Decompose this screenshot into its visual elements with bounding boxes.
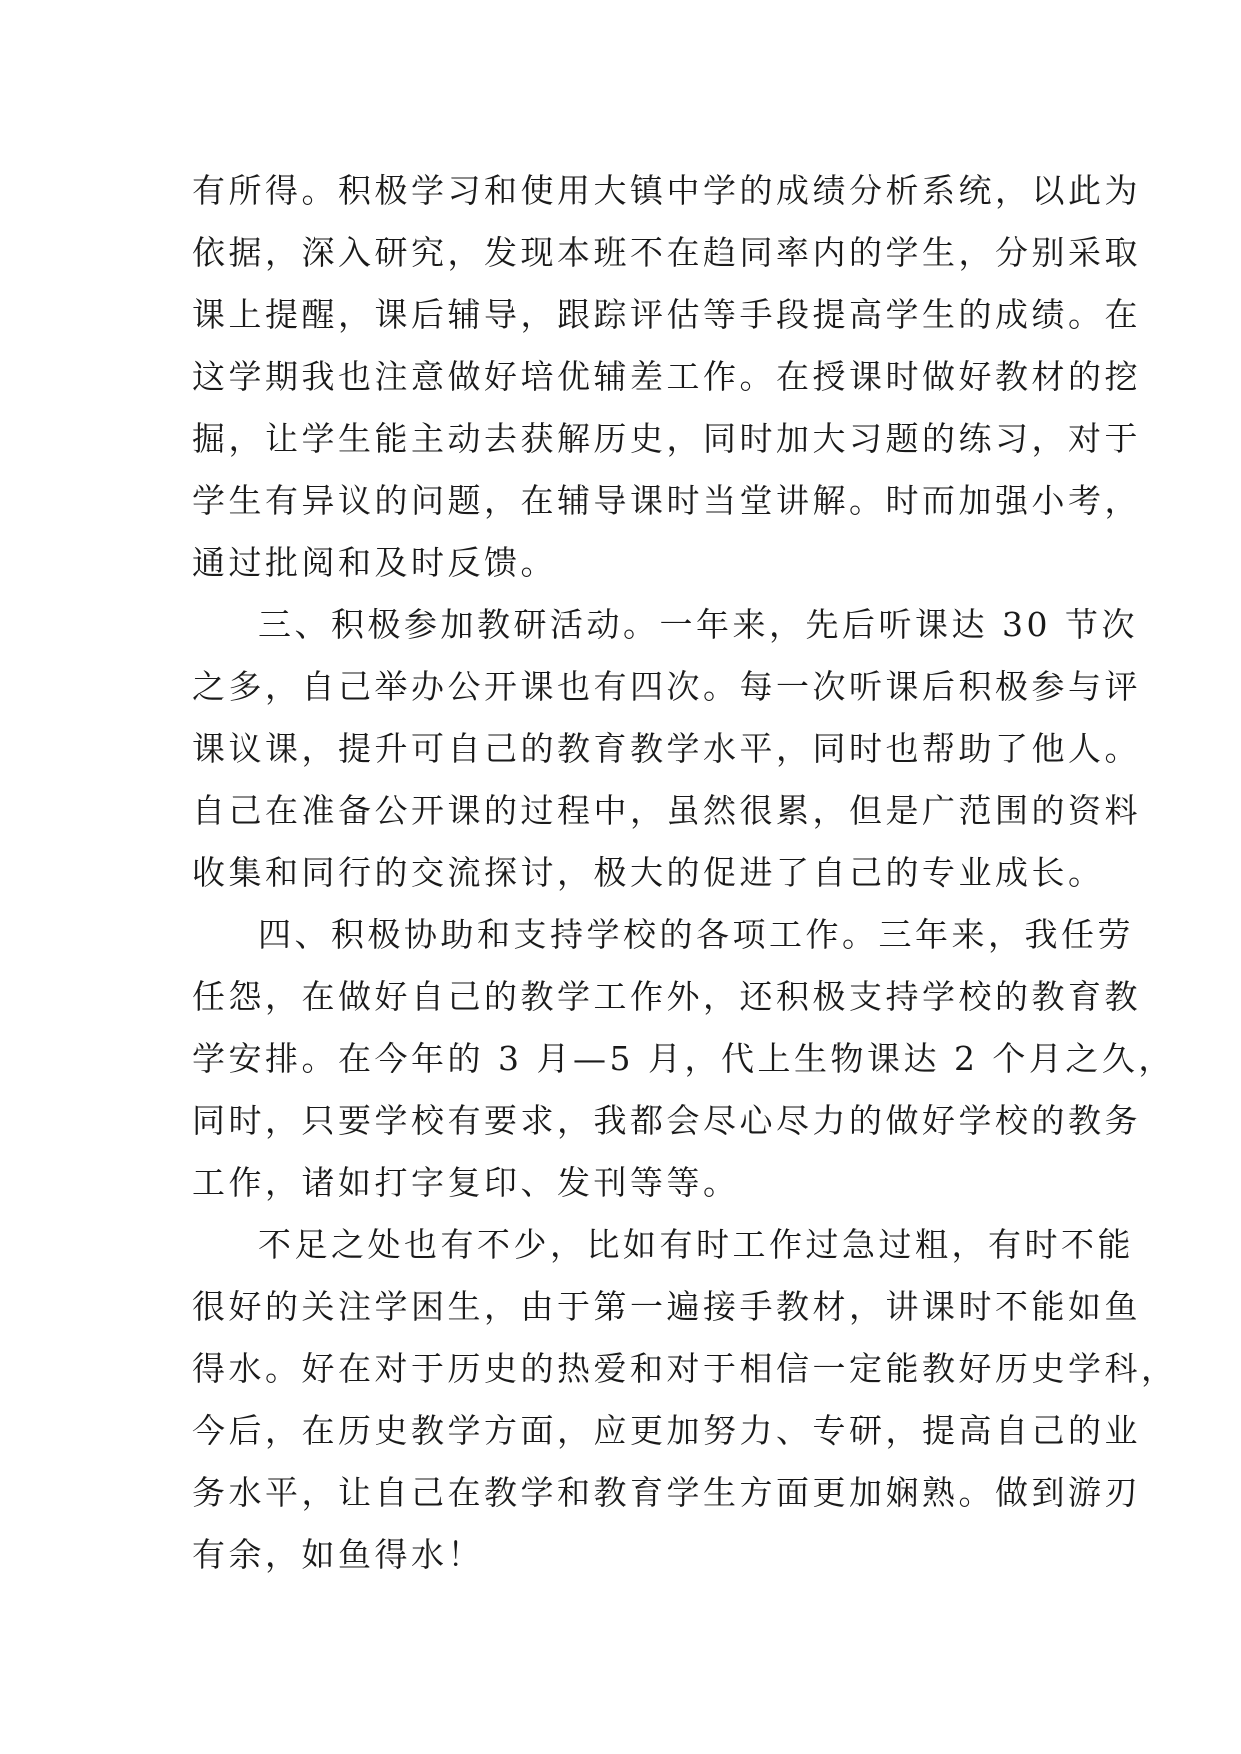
text-line: 这学期我也注意做好培优辅差工作。在授课时做好教材的挖: [192, 357, 1141, 396]
text-line: 之多，自己举办公开课也有四次。每一次听课后积极参与评: [192, 667, 1141, 706]
document-body: [192, 160, 1178, 1586]
text-line: 学安排。在今年的 3 月—5 月，代上生物课达 2 个月之久，: [192, 1039, 1175, 1078]
paragraph-first-line: 四、积极协助和支持学校的各项工作。三年来，我任劳: [258, 915, 1134, 954]
paragraph-first-line: 三、积极参加教研活动。一年来，先后听课达 30 节次: [258, 605, 1138, 644]
text-line: 很好的关注学困生，由于第一遍接手教材，讲课时不能如鱼: [192, 1287, 1141, 1326]
text-line: 学生有异议的问题，在辅导课时当堂讲解。时而加强小考，: [192, 481, 1141, 520]
text-line: 工作，诸如打字复印、发刊等等。: [192, 1163, 740, 1202]
text-line: 通过批阅和及时反馈。: [192, 543, 557, 582]
paragraph-first-line: 不足之处也有不少，比如有时工作过急过粗，有时不能: [258, 1225, 1134, 1264]
text-line: 务水平，让自己在教学和教育学生方面更加娴熟。做到游刃: [192, 1473, 1141, 1512]
text-line: 掘，让学生能主动去获解历史，同时加大习题的练习，对于: [192, 419, 1141, 458]
text-line: 同时，只要学校有要求，我都会尽心尽力的做好学校的教务: [192, 1101, 1141, 1140]
text-line: 课上提醒，课后辅导，跟踪评估等手段提高学生的成绩。在: [192, 295, 1141, 334]
text-line: 有余，如鱼得水！: [192, 1535, 484, 1574]
text-line: 任怨，在做好自己的教学工作外，还积极支持学校的教育教: [192, 977, 1141, 1016]
text-line: 今后，在历史教学方面，应更加努力、专研，提高自己的业: [192, 1411, 1141, 1450]
text-line: 收集和同行的交流探讨，极大的促进了自己的专业成长。: [192, 853, 1105, 892]
text-line: 课议课，提升可自己的教育教学水平，同时也帮助了他人。: [192, 729, 1141, 768]
text-line: 自己在准备公开课的过程中，虽然很累，但是广范围的资料: [192, 791, 1141, 830]
text-line: 依据，深入研究，发现本班不在趋同率内的学生，分别采取: [192, 233, 1141, 272]
text-line: 有所得。积极学习和使用大镇中学的成绩分析系统，以此为: [192, 171, 1141, 210]
text-line: 得水。好在对于历史的热爱和对于相信一定能教好历史学科，: [192, 1349, 1178, 1388]
